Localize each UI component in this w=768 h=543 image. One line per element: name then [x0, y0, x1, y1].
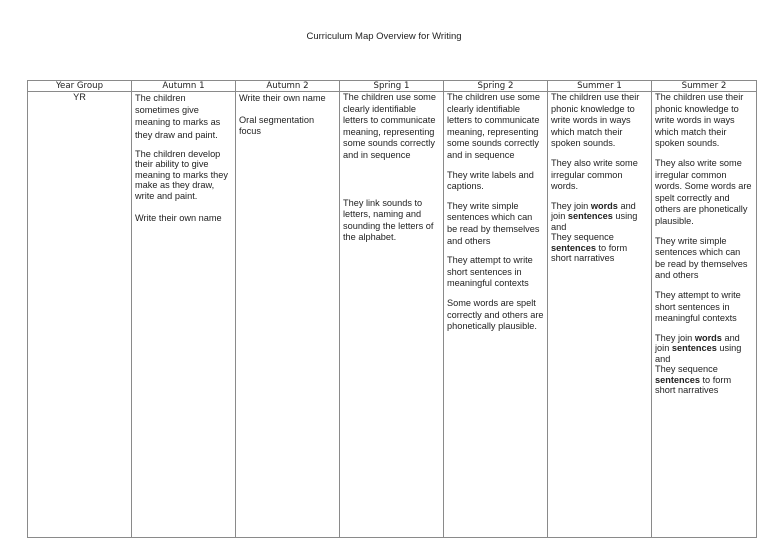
bold-sentences: sentences [551, 242, 596, 253]
spring2-para-5: Some words are spelt correctly and others are phonetically plausible. [447, 297, 544, 332]
text: They sequence [551, 232, 614, 243]
autumn2-para-2: Oral segmentation focus [239, 114, 315, 137]
text: and join [551, 200, 636, 222]
curriculum-table [27, 80, 757, 538]
summer1-para-join [551, 201, 648, 264]
spring2-para-4: They attempt to write short sentences in meaningful contexts [447, 255, 533, 289]
text: They sequence [655, 364, 718, 375]
bold-sentences: sentences [655, 374, 700, 385]
spring2-para-2: They write labels and captions. [447, 169, 534, 192]
summer2-para-3: They write simple sentences which can be read by themselves and others [655, 235, 748, 281]
summer2-para-2: They also write some irregular common words. Some words are spelt correctly and others are phonetically plausible. [655, 157, 752, 226]
document-title: Curriculum Map Overview for Writing [306, 31, 462, 42]
header-autumn-1: Autumn 1 [132, 81, 236, 92]
header-spring-1: Spring 1 [340, 81, 444, 92]
summer1-para-2: They also write some irregular common words. [551, 157, 638, 192]
text: They join [655, 332, 695, 343]
cell-summer-2 [652, 92, 757, 538]
bold-words: words [694, 332, 722, 343]
cell-spring-2 [444, 92, 548, 538]
autumn1-para-1: The children sometimes give meaning to marks as they draw and paint. [135, 93, 221, 140]
cell-spring-1 [340, 92, 444, 538]
summer2-para-4: They attempt to write short sentences in meaningful contexts [655, 289, 741, 324]
header-spring-2: Spring 2 [444, 81, 548, 92]
autumn1-para-2: The children develop their ability to give meaning to marks they make as they draw, write and paint. [135, 148, 228, 201]
cell-summer-1 [548, 92, 652, 538]
header-year-group: Year Group [28, 81, 132, 92]
text: They join [551, 200, 591, 211]
text: and join [655, 332, 740, 354]
text: using and [655, 343, 742, 364]
cell-year-group: YR [28, 92, 132, 538]
summer2-para-1: The children use their phonic knowledge to write words in ways which match their spoken sounds. [655, 92, 744, 149]
spring1-para-1: The children use some clearly identifiable letters to communicate meaning, representing some sounds correctly and in sequence [343, 92, 436, 160]
summer1-para-1: The children use their phonic knowledge to write words in ways which match their spoken sounds. [551, 92, 640, 149]
spring2-para-1: The children use some clearly identifiable letters to communicate meaning, representing some sounds correctly and in sequence [447, 92, 540, 160]
bold-words: words [590, 200, 618, 211]
text: to form short narratives [551, 242, 628, 264]
table-row [28, 92, 757, 538]
cell-autumn-1 [132, 92, 236, 538]
autumn2-para-1: Write their own name [239, 93, 326, 103]
header-autumn-2: Autumn 2 [236, 81, 340, 92]
text: to form short narratives [655, 374, 732, 396]
header-summer-2: Summer 2 [652, 81, 757, 92]
autumn1-para-3: Write their own name [135, 213, 222, 224]
spring1-para-2: They link sounds to letters, naming and sounding the letters of the alphabet. [343, 197, 434, 243]
cell-autumn-2 [236, 92, 340, 538]
header-row [28, 81, 757, 92]
bold-sentences: sentences [567, 211, 613, 222]
summer2-para-join [655, 333, 753, 396]
spring2-para-3: They write simple sentences which can be read by themselves and others [447, 200, 540, 246]
header-summer-1: Summer 1 [548, 81, 652, 92]
text: using and [551, 211, 638, 232]
bold-sentences: sentences [671, 343, 717, 354]
